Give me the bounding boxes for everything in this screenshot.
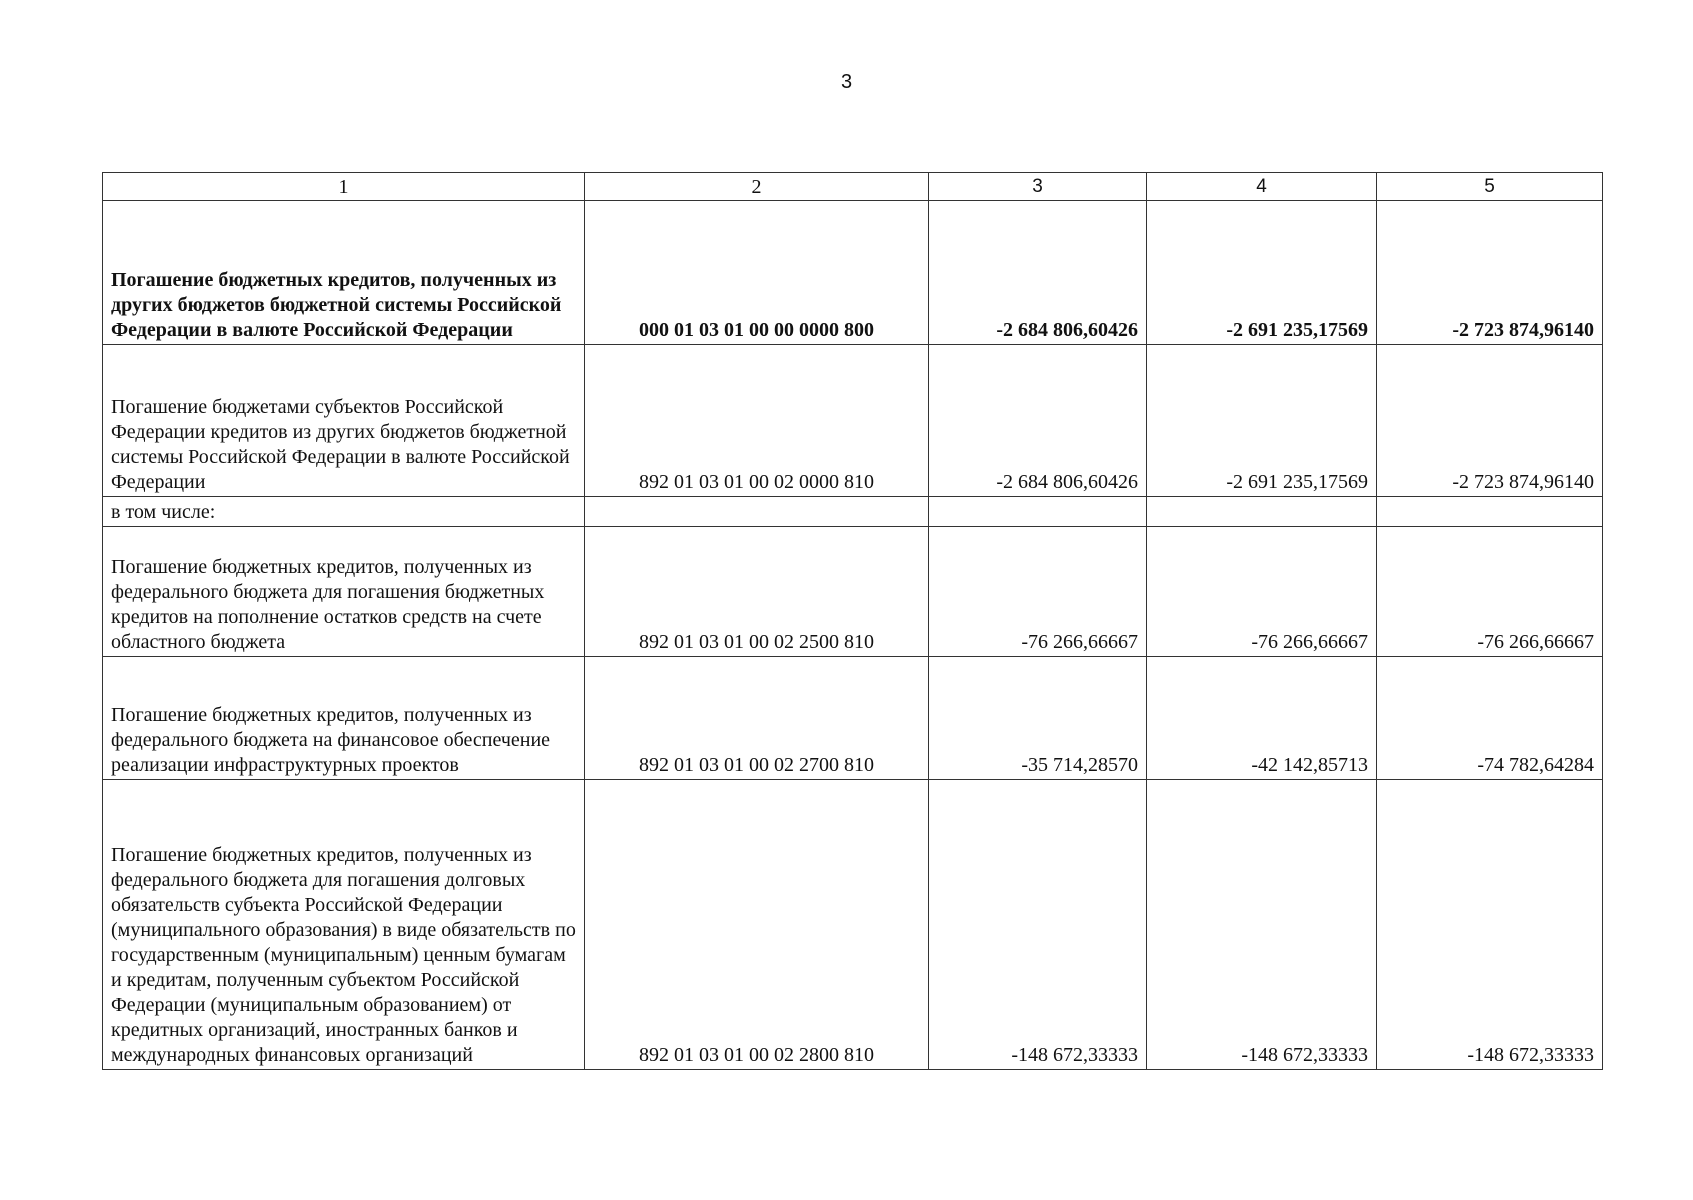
header-col-2: 2	[585, 173, 929, 201]
row-value-col3: -2 684 806,60426	[929, 345, 1147, 497]
header-col-4: 4	[1147, 173, 1377, 201]
row-value-col4: -2 691 235,17569	[1147, 201, 1377, 345]
row-name: Погашение бюджетных кредитов, полученных из других бюджетов бюджетной системы Российской Федерации в валюте Российской Федерации	[103, 201, 585, 345]
row-value-col5: -2 723 874,96140	[1377, 201, 1603, 345]
row-value-col5: -74 782,64284	[1377, 657, 1603, 780]
row-value-col4: -76 266,66667	[1147, 527, 1377, 657]
table-row	[103, 345, 1603, 497]
row-value-col3: -2 684 806,60426	[929, 201, 1147, 345]
table-row	[103, 497, 1603, 527]
row-name: Погашение бюджетных кредитов, полученных из федерального бюджета для погашения долговых обязательств субъекта Российской Федерации (муниципального образования) в виде обязательств по государственным (муниципальным) ценным бумагам и кредитам, полученным субъектом Российской Федерации (муниципальным образованием) от кредитных организаций, иностранных банков и международных финансовых организаций	[103, 780, 585, 1070]
row-code	[585, 497, 929, 527]
row-name: Погашение бюджетных кредитов, полученных из федерального бюджета на финансовое обеспечение реализации инфраструктурных проектов	[103, 657, 585, 780]
row-value-col3: -148 672,33333	[929, 780, 1147, 1070]
row-name: Погашение бюджетами субъектов Российской Федерации кредитов из других бюджетов бюджетной системы Российской Федерации в валюте Российской Федерации	[103, 345, 585, 497]
table-row	[103, 780, 1603, 1070]
page-number: 3	[840, 71, 853, 93]
header-col-3: 3	[929, 173, 1147, 201]
row-code: 892 01 03 01 00 02 0000 810	[585, 345, 929, 497]
row-name: в том числе:	[103, 497, 585, 527]
row-value-col5: -76 266,66667	[1377, 527, 1603, 657]
row-code: 892 01 03 01 00 02 2800 810	[585, 780, 929, 1070]
row-code: 892 01 03 01 00 02 2500 810	[585, 527, 929, 657]
table-row	[103, 527, 1603, 657]
row-value-col4	[1147, 497, 1377, 527]
table-row	[103, 657, 1603, 780]
header-col-5: 5	[1377, 173, 1603, 201]
row-value-col4: -2 691 235,17569	[1147, 345, 1377, 497]
row-value-col5: -2 723 874,96140	[1377, 345, 1603, 497]
row-value-col5: -148 672,33333	[1377, 780, 1603, 1070]
header-col-1: 1	[103, 173, 585, 201]
row-value-col3	[929, 497, 1147, 527]
table-header-row	[103, 173, 1603, 201]
row-name: Погашение бюджетных кредитов, полученных из федерального бюджета для погашения бюджетных кредитов на пополнение остатков средств на счете областного бюджета	[103, 527, 585, 657]
table-row	[103, 201, 1603, 345]
row-value-col3: -76 266,66667	[929, 527, 1147, 657]
row-code: 892 01 03 01 00 02 2700 810	[585, 657, 929, 780]
row-code: 000 01 03 01 00 00 0000 800	[585, 201, 929, 345]
row-value-col5	[1377, 497, 1603, 527]
budget-table	[102, 172, 1603, 1070]
row-value-col3: -35 714,28570	[929, 657, 1147, 780]
row-value-col4: -42 142,85713	[1147, 657, 1377, 780]
row-value-col4: -148 672,33333	[1147, 780, 1377, 1070]
